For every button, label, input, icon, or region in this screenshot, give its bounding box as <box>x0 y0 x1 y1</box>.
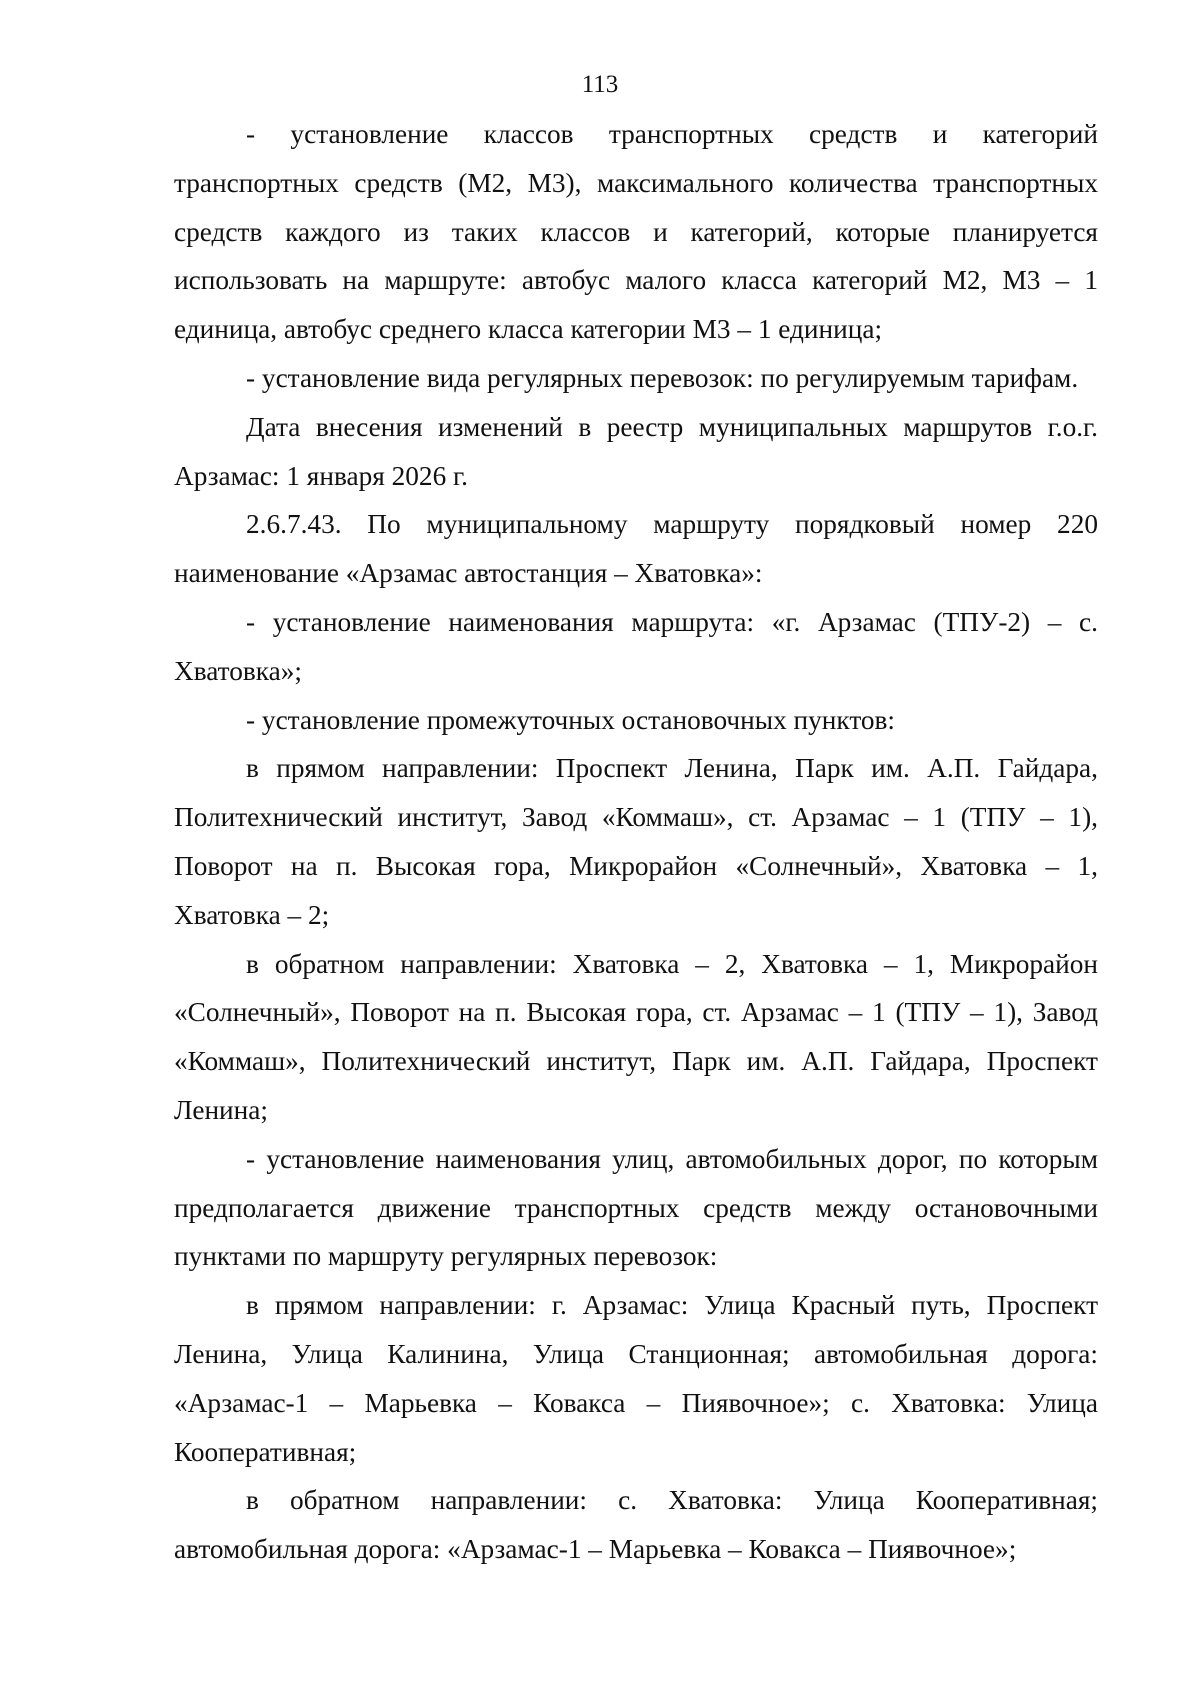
document-body <box>174 110 1098 1574</box>
paragraph-streets-reverse: в обратном направлении: с. Хватовка: Улица Кооперативная; автомобильная дорога: «Арзамас-1 – Марьевка – Ковакса – Пиявочное»; <box>174 1485 1098 1565</box>
paragraph-registry-date: Дата внесения изменений в реестр муниципальных маршрутов г.о.г. Арзамас: 1 января 2026 г. <box>174 411 1098 491</box>
paragraph-streets-intro: - установление наименования улиц, автомобильных дорог, по которым предполагается движение транспортных средств между остановочными пунктами по маршруту регулярных перевозок: <box>174 1143 1098 1272</box>
paragraph-intermediate-stops: - установление промежуточных остановочных пунктов: <box>246 704 896 735</box>
paragraph-route-name: - установление наименования маршрута: «г. Арзамас (ТПУ-2) – с. Хватовка»; <box>174 606 1098 686</box>
paragraph-stops-forward: в прямом направлении: Проспект Ленина, Парк им. А.П. Гайдара, Политехнический институт, Завод «Коммаш», ст. Арзамас – 1 (ТПУ – 1), Поворот на п. Высокая гора, Микрорайон «Солнечный», Хватовка – 1, Хватовка – 2; <box>174 753 1098 930</box>
paragraph-stops-reverse: в обратном направлении: Хватовка – 2, Хватовка – 1, Микрорайон «Солнечный», Поворот на п. Высокая гора, ст. Арзамас – 1 (ТПУ – 1), Завод «Коммаш», Политехнический институт, Парк им. А.П. Гайдара, Проспект Ленина; <box>174 948 1098 1125</box>
paragraph-route-220-heading: 2.6.7.43. По муниципальному маршруту порядковый номер 220 наименование «Арзамас автостанция – Хватовка»: <box>174 509 1098 589</box>
paragraph-vehicle-classes: - установление классов транспортных средств и категорий транспортных средств (М2, М3), максимального количества транспортных средств каждого из таких классов и категорий, которые планируется использовать на маршруте: автобус малого класса категорий М2, М3 – 1 единица, автобус среднего класса категории М3 – 1 единица; <box>174 119 1098 345</box>
paragraph-streets-forward: в прямом направлении: г. Арзамас: Улица Красный путь, Проспект Ленина, Улица Калинина, Улица Станционная; автомобильная дорога: «Арзамас-1 – Марьевка – Ковакса – Пиявочное»; с. Хватовка: Улица Кооперативная; <box>174 1290 1098 1467</box>
paragraph-transport-type: - установление вида регулярных перевозок: по регулируемым тарифам. <box>246 362 1079 393</box>
page-number: 113 <box>581 71 619 98</box>
